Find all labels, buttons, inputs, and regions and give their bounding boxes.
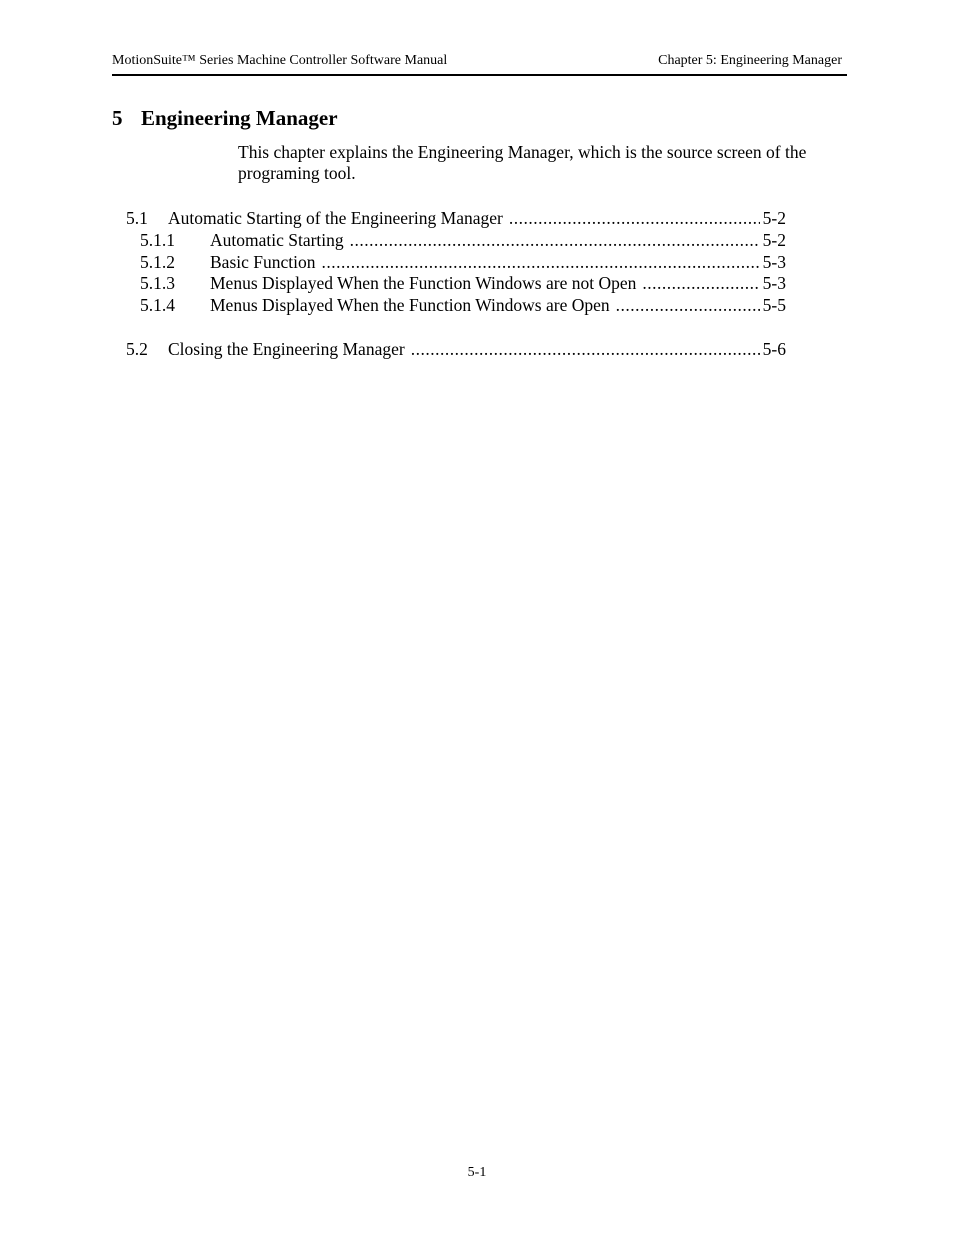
toc-number: 5.1.4 — [140, 295, 175, 315]
chapter-number: 5 — [112, 106, 123, 130]
toc-page: 5-6 — [762, 339, 786, 359]
chapter-label: Chapter 5: Engineering Manager — [658, 53, 842, 68]
toc-entry-line — [210, 294, 786, 316]
toc-leader — [321, 251, 759, 273]
toc-number: 5.1 — [126, 208, 148, 228]
toc-page: 5-2 — [762, 230, 786, 250]
chapter-intro: This chapter explains the Engineering Manager, which is the source screen of the programing tool. — [238, 142, 807, 183]
toc-title: Menus Displayed When the Function Windows are Open — [210, 295, 610, 315]
toc-leader — [509, 207, 760, 229]
toc-number: 5.1.3 — [140, 273, 175, 293]
toc-leader — [616, 294, 760, 316]
toc-leader — [411, 338, 760, 360]
toc-title: Automatic Starting — [210, 230, 344, 250]
toc-title: Menus Displayed When the Function Windows are not Open — [210, 273, 637, 293]
toc-number: 5.1.1 — [140, 230, 175, 250]
toc-entry-line — [210, 251, 786, 273]
toc-title: Basic Function — [210, 252, 316, 272]
toc-number: 5.1.2 — [140, 252, 175, 272]
toc-page: 5-5 — [762, 295, 786, 315]
page-header — [112, 52, 847, 76]
toc-entry-line — [168, 207, 786, 229]
toc-entry-line — [210, 229, 786, 251]
manual-title: MotionSuite™ Series Machine Controller Software Manual — [112, 53, 448, 68]
toc-leader — [642, 272, 759, 294]
toc-entry-line — [210, 272, 786, 294]
toc-title: Automatic Starting of the Engineering Manager — [168, 208, 503, 228]
page-number: 5-1 — [467, 1165, 487, 1180]
toc-page: 5-3 — [762, 273, 786, 293]
chapter-title: Engineering Manager — [141, 106, 338, 130]
toc-page: 5-3 — [762, 252, 786, 272]
toc-leader — [350, 229, 760, 251]
toc-title: Closing the Engineering Manager — [168, 339, 405, 359]
toc-number: 5.2 — [126, 339, 148, 359]
toc-page: 5-2 — [762, 208, 786, 228]
toc-entry-line — [168, 338, 786, 360]
chapter-heading — [112, 106, 338, 131]
